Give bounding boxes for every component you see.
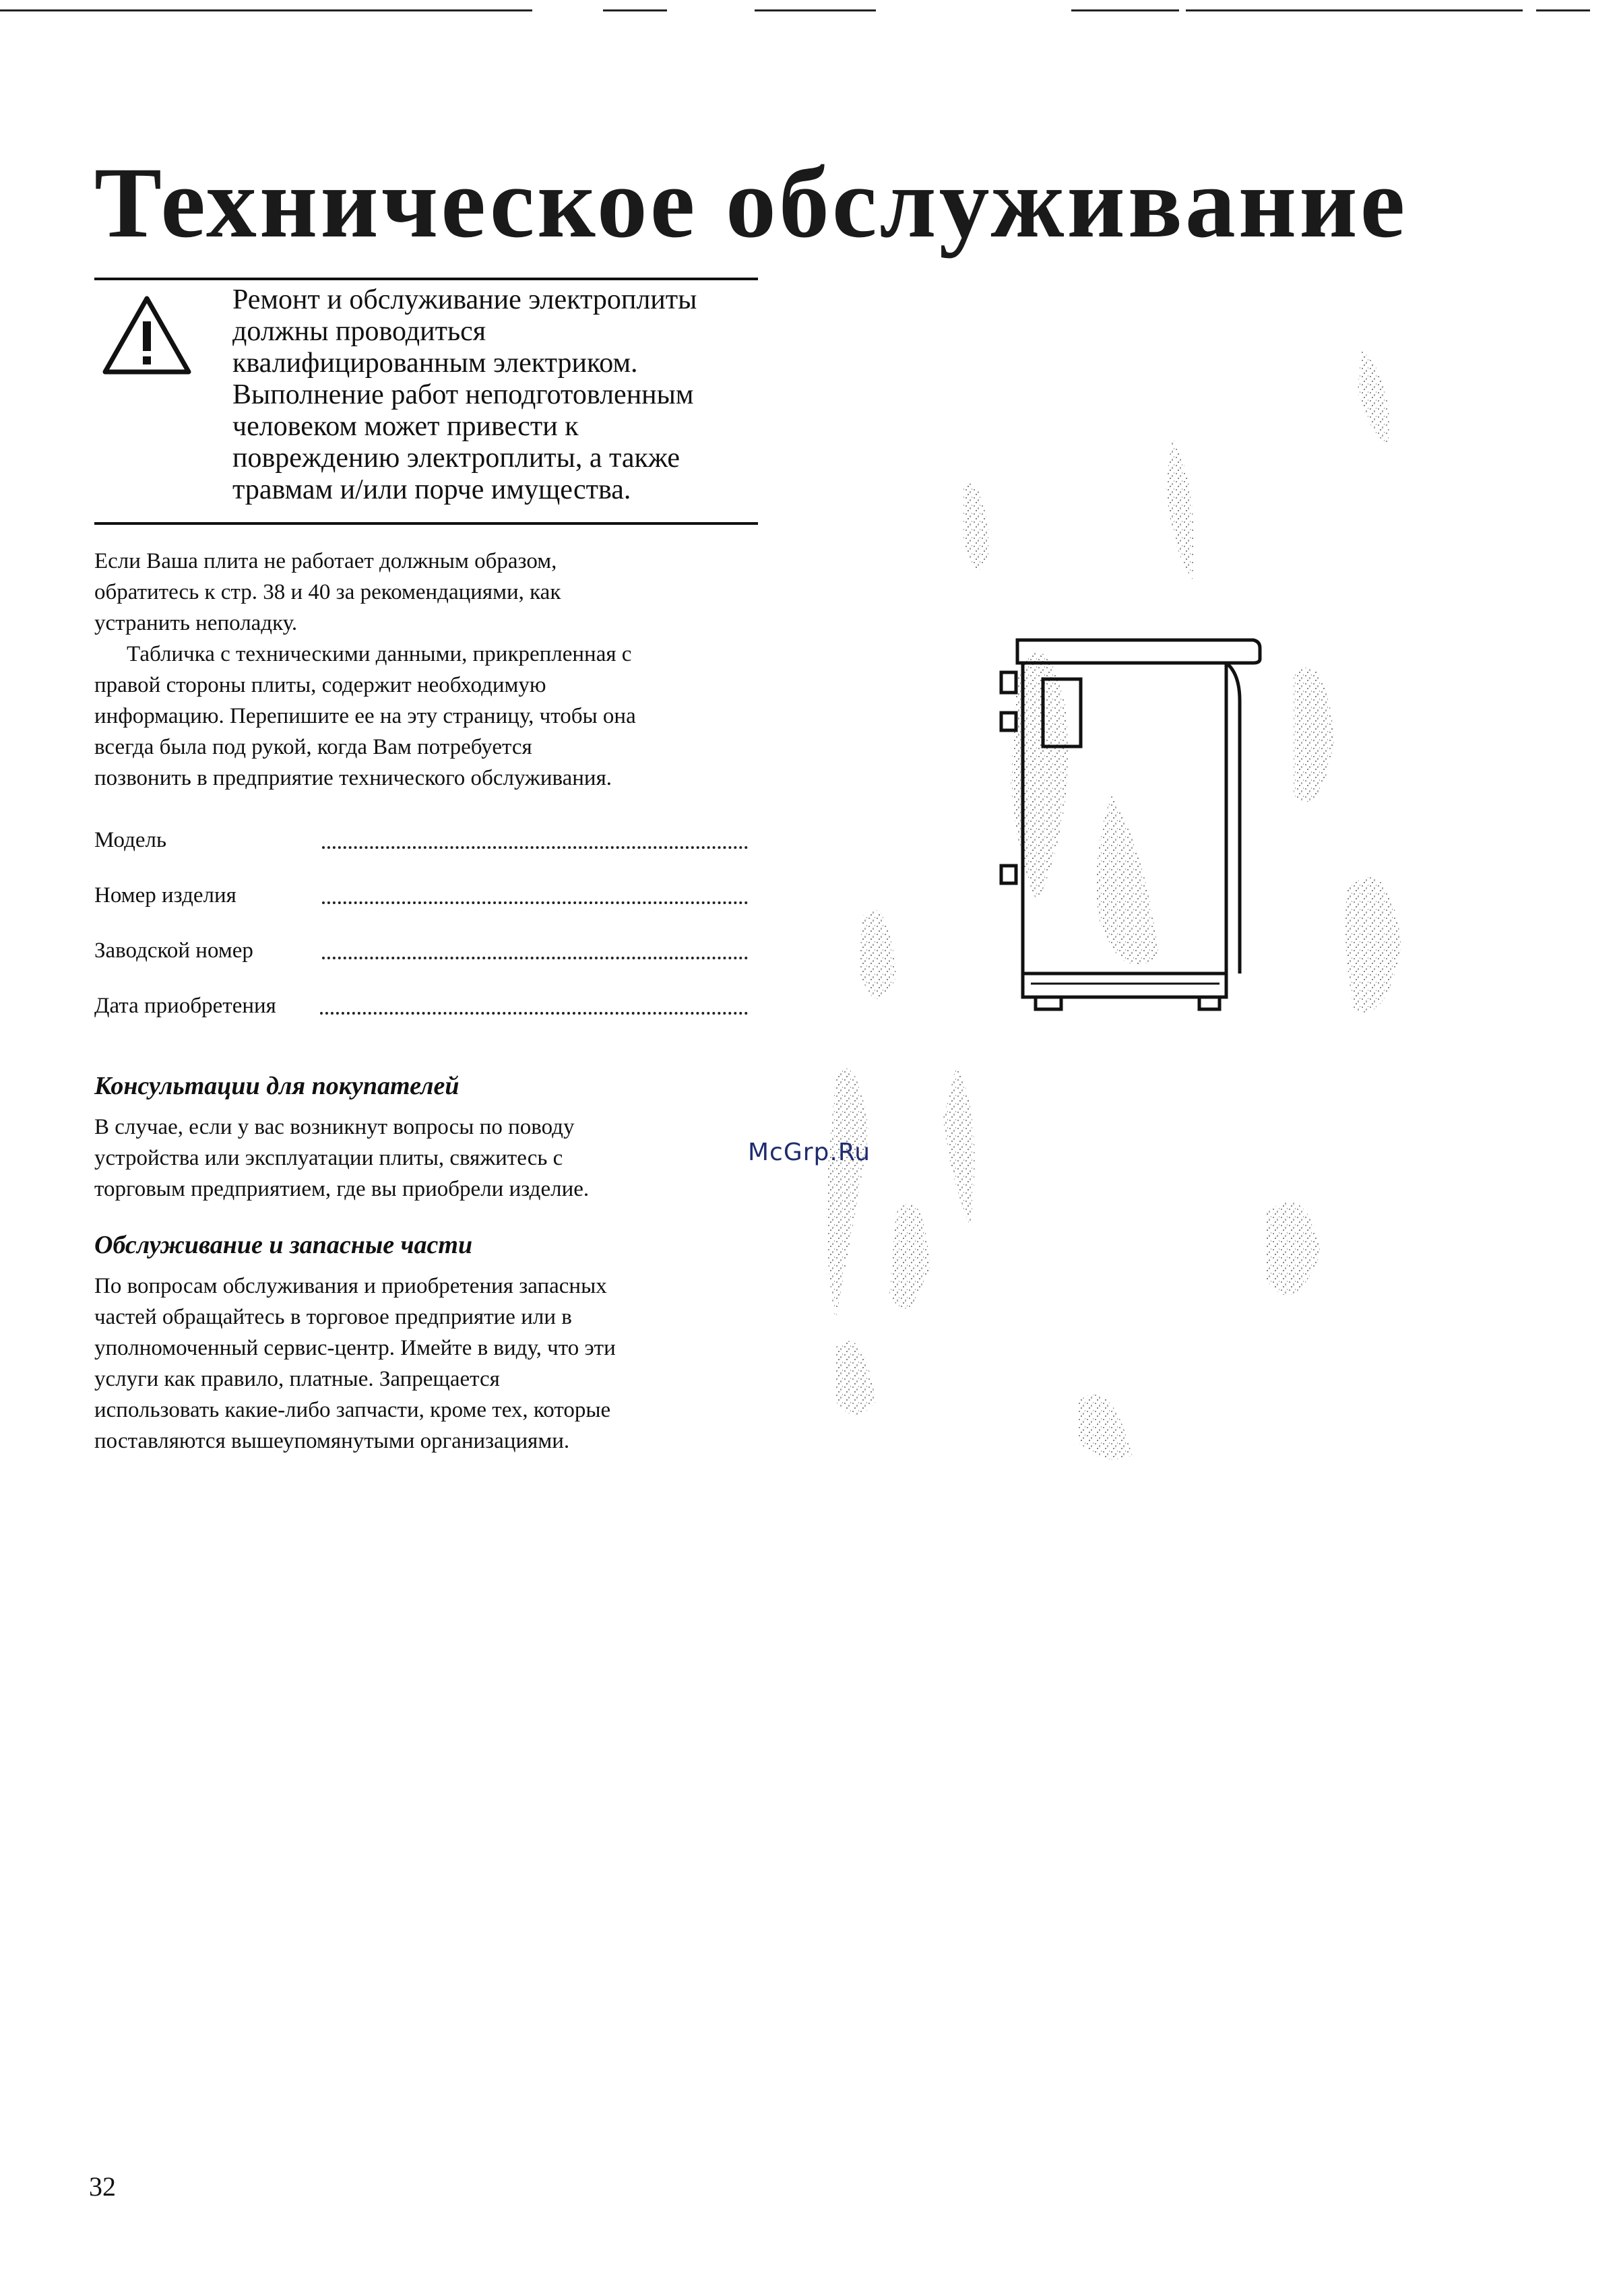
- text-line: правой стороны плиты, содержит необходимую: [94, 673, 546, 697]
- intro-paragraph: [94, 546, 758, 639]
- top-border-line: [1536, 9, 1590, 11]
- warning-line: травмам и/или порче имущества.: [232, 474, 631, 505]
- rating-plate-paragraph: [94, 639, 758, 794]
- warning-bottom-rule: [94, 522, 758, 525]
- splatter-background: [802, 350, 1401, 1469]
- text-line: уполномоченный сервис-центр. Имейте в виду, что эти: [94, 1336, 616, 1360]
- warning-text: [232, 284, 751, 506]
- model-field: [94, 825, 748, 856]
- warning-line: Ремонт и обслуживание электроплиты: [232, 284, 697, 315]
- warning-line: квалифицированным электриком.: [232, 348, 638, 379]
- text-line: частей обращайтесь в торговое предприятие или в: [94, 1305, 572, 1329]
- fill-in-line[interactable]: [320, 1012, 748, 1015]
- warning-triangle-icon: [100, 293, 194, 377]
- top-border-line: [1186, 9, 1523, 11]
- text-line: По вопросам обслуживания и приобретения запасных: [94, 1274, 607, 1298]
- text-line: устройства или эксплуатации плиты, свяжитесь с: [94, 1146, 563, 1170]
- warning-line: повреждению электроплиты, а также: [232, 443, 680, 474]
- top-border-line: [755, 9, 876, 11]
- field-label: Номер изделия: [94, 883, 236, 907]
- top-border-line: [603, 9, 667, 11]
- fill-in-line[interactable]: [322, 957, 748, 959]
- text-line: информацию. Перепишите ее на эту страницу, чтобы она: [94, 704, 636, 728]
- service-paragraph: [94, 1271, 758, 1457]
- warning-top-rule: [94, 278, 758, 280]
- field-label: Модель: [94, 828, 167, 852]
- text-line: поставляются вышеупомянутыми организациями.: [94, 1429, 570, 1453]
- cooker-side-illustration: [795, 269, 1442, 1469]
- page-title: Техническое обслуживание: [94, 147, 1408, 259]
- top-border-line: [0, 9, 532, 11]
- text-line: Если Ваша плита не работает должным образом,: [94, 549, 557, 573]
- page-number: 32: [89, 2171, 116, 2202]
- field-label: Заводской номер: [94, 938, 253, 963]
- text-line: всегда была под рукой, когда Вам потребуется: [94, 735, 532, 759]
- purchase-date-field: [94, 990, 748, 1021]
- watermark: McGrp.Ru: [748, 1139, 871, 1166]
- service-heading: Обслуживание и запасные части: [94, 1231, 473, 1259]
- serial-number-field: [94, 935, 748, 966]
- warning-line: Выполнение работ неподготовленным: [232, 379, 694, 410]
- fill-in-line[interactable]: [322, 846, 748, 849]
- product-number-field: [94, 880, 748, 911]
- text-line: торговым предприятием, где вы приобрели изделие.: [94, 1177, 590, 1201]
- text-line: услуги как правило, платные. Запрещается: [94, 1367, 500, 1391]
- text-line: обратитесь к стр. 38 и 40 за рекомендациями, как: [94, 580, 561, 604]
- warning-line: человеком может привести к: [232, 411, 579, 442]
- text-line: Табличка с техническими данными, прикрепленная с: [127, 642, 632, 666]
- field-label: Дата приобретения: [94, 994, 276, 1018]
- warning-line: должны проводиться: [232, 316, 486, 347]
- consult-paragraph: [94, 1112, 758, 1205]
- text-line: В случае, если у вас возникнут вопросы по поводу: [94, 1115, 575, 1139]
- fill-in-line[interactable]: [322, 901, 748, 904]
- text-line: позвонить в предприятие технического обслуживания.: [94, 766, 612, 790]
- text-line: использовать какие-либо запчасти, кроме тех, которые: [94, 1398, 611, 1422]
- top-border-line: [1071, 9, 1179, 11]
- consult-heading: Консультации для покупателей: [94, 1072, 460, 1100]
- text-line: устранить неполадку.: [94, 611, 298, 635]
